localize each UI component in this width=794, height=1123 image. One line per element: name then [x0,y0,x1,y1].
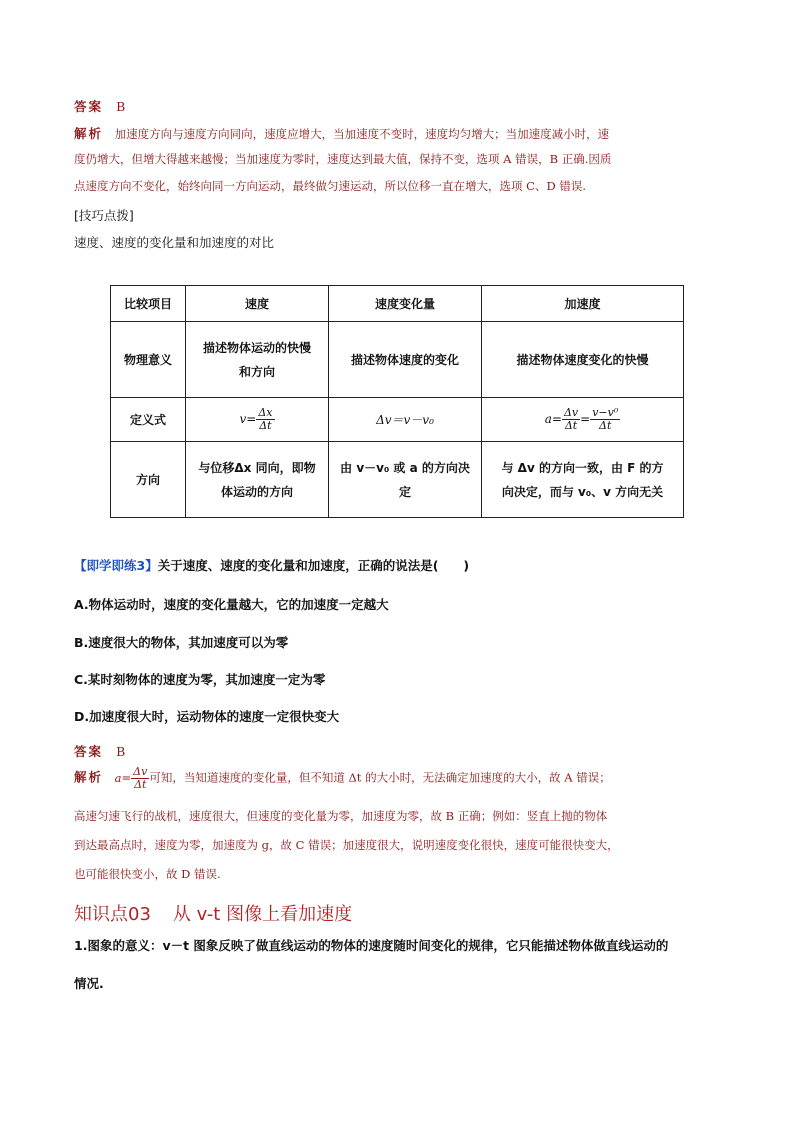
header-accel: 加速度 [482,286,684,322]
section1-line-2: 情况. [74,976,104,991]
cell-velocity-direction [186,442,329,518]
formula-eq: = [551,412,562,426]
explanation2-text-1: 可知，当知道速度的变化量，但不知道 Δt 的大小时，无法确定加速度的大小，故 A 错误； [149,770,611,785]
knowledge-point-title: 从 v-t 图像上看加速度 [172,904,353,925]
fraction-denominator: Δt [259,419,272,432]
practice-question [74,556,469,574]
fraction-numerator: Δv [133,765,148,778]
option-c: C.某时刻物体的速度为零，其加速度一定为零 [74,672,326,687]
cell-change-formula [329,398,482,442]
cell-line: 体运动的方向 [220,484,293,499]
formula: Δv＝v－v₀ [376,412,434,427]
explanation2-line-1 [74,766,611,791]
knowledge-point-number: 知识点03 [74,904,151,925]
explanation-line-1 [74,124,609,142]
formula-eq: = [121,770,132,785]
fraction [590,407,620,432]
explanation2-line-3: 到达最高点时，速度为零，加速度为 g，故 C 错误；加速度很大，说明速度变化很快，速度可能很快变大， [74,838,619,852]
formula-lhs: a [114,770,122,785]
fraction-numerator: v−v⁰ [592,406,619,419]
knowledge-point-heading [74,900,352,926]
header-velocity: 速度 [186,286,329,322]
formula-eq: = [580,412,591,426]
table-row [111,322,684,398]
fraction [131,766,149,791]
cell-line: 描述物体运动的快慢 [202,340,311,355]
answer-label: 答案 [74,99,104,114]
explanation-line-2: 度仍增大，但增大得越来越慢；当加速度为零时，速度达到最大值，保持不变，选项 A 错误，B 正确.因质 [74,152,612,166]
table-header-row [111,286,684,322]
option-b: B.速度很大的物体，其加速度可以为零 [74,635,289,650]
cell-change-meaning: 描述物体速度的变化 [329,322,482,398]
cell-line: 和方向 [238,364,275,379]
fraction [562,407,580,432]
answer-line-1 [74,96,125,115]
header-item: 比较项目 [111,286,186,322]
formula-eq: = [246,412,257,426]
fraction-denominator: Δt [134,778,147,791]
answer-label: 答案 [74,744,104,759]
row-label: 定义式 [111,398,186,442]
fraction-numerator: Δv [563,406,579,419]
fraction-numerator: Δx [258,406,273,419]
cell-accel-meaning: 描述物体速度变化的快慢 [482,322,684,398]
cell-change-direction [329,442,482,518]
tips-subtitle: 速度、速度的变化量和加速度的对比 [74,235,275,250]
option-a: A.物体运动时，速度的变化量越大，它的加速度一定越大 [74,597,389,612]
section1-line-1: 1.图象的意义：v－t 图象反映了做直线运动的物体的速度随时间变化的规律，它只能描述物体做直线运动的 [74,938,669,953]
header-change: 速度变化量 [329,286,482,322]
row-label: 物理意义 [111,322,186,398]
tips-heading: [技巧点拨] [74,208,134,223]
answer-line-2 [74,741,125,760]
cell-line: 由 v－v₀ 或 a 的方向决 [340,460,470,475]
explanation2-line-4: 也可能很快变小，故 D 错误. [74,867,221,881]
cell-line: 与 Δv 的方向一致，由 F 的方 [501,460,664,475]
cell-velocity-meaning [186,322,329,398]
formula-lhs: v [239,412,247,426]
explanation-label: 解析 [74,126,104,141]
cell-accel-direction [482,442,684,518]
practice-question-text: 关于速度、速度的变化量和加速度，正确的说法是( ) [157,558,470,573]
cell-line: 与位移Δx 同向，即物 [198,460,316,475]
answer-value: B [116,744,126,759]
explanation-text-1: 加速度方向与速度方向同向，速度应增大，当加速度不变时，速度均匀增大；当加速度减小时，速 [114,127,610,141]
explanation2-line-2: 高速匀速飞行的战机，速度很大，但速度的变化量为零，加速度为零，故 B 正确；例如：竖直上抛的物体 [74,809,608,823]
row-label: 方向 [111,442,186,518]
fraction-denominator: Δt [599,419,612,432]
table-row [111,442,684,518]
formula-lhs: a [544,412,552,426]
cell-line: 向决定，而与 v₀、v 方向无关 [501,484,664,499]
fraction [256,407,274,432]
cell-accel-formula [482,398,684,442]
answer-value: B [116,99,126,114]
explanation-line-3: 点速度方向不变化，始终向同一方向运动，最终做匀速运动，所以位移一直在增大，选项 C、D 错误. [74,179,586,193]
cell-line: 定 [398,484,411,499]
option-d: D.加速度很大时，运动物体的速度一定很快变大 [74,709,340,724]
comparison-table [110,285,684,518]
fraction-denominator: Δt [564,419,578,432]
table-row [111,398,684,442]
practice-tag: 【即学即练3】 [74,558,158,573]
explanation-label: 解析 [74,769,104,785]
cell-velocity-formula [186,398,329,442]
